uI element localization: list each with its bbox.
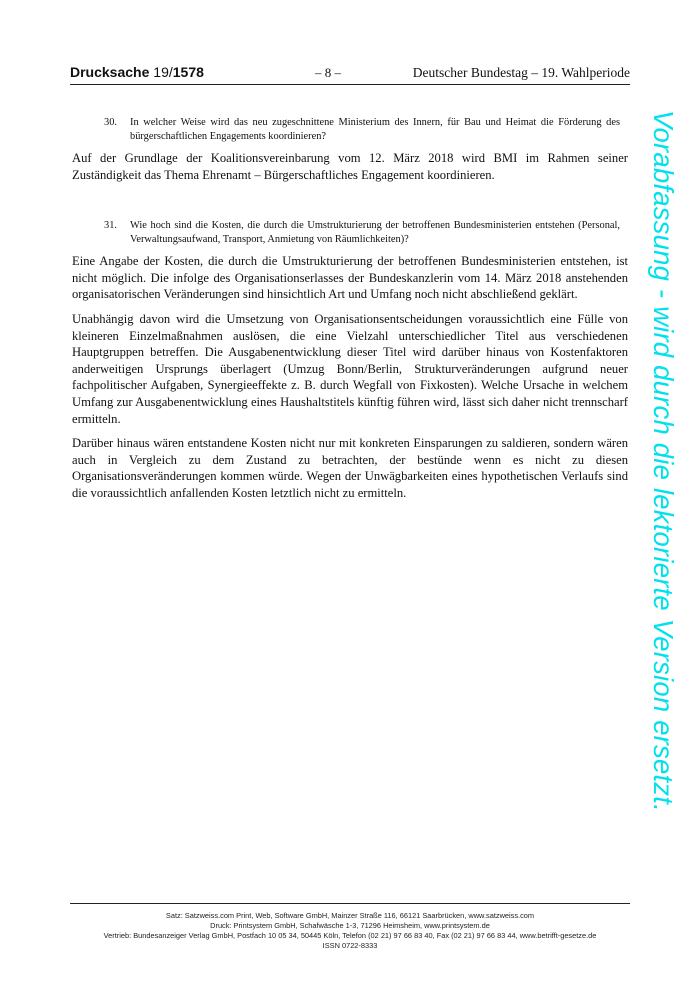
- footer-printing: Druck: Printsystem GmbH, Schafwäsche 1-3, 71296 Heimsheim, www.printsystem.de: [210, 921, 490, 930]
- page-header: [70, 64, 630, 85]
- draft-watermark: Vorabfassung - wird durch die lektorierte Version ersetzt.: [648, 110, 679, 812]
- footer-distribution: Vertrieb: Bundesanzeiger Verlag GmbH, Postfach 10 05 34, 50445 Köln, Telefon (02 21) 97 66 83 40, Fax (02 21) 97 66 83 44, www.betrifft-gesetze.de: [103, 931, 597, 940]
- institution: Deutscher Bundestag – 19. Wahlperiode: [412, 65, 630, 80]
- doc-number: 1578: [172, 64, 204, 80]
- answer-paragraph: Unabhängig davon wird die Umsetzung von Organisationsentscheidungen voraussichtlich eine Fülle von kleineren Einzelmaßnahmen auslösen, die eine Vielzahl unterschiedlicher Titel aus verschiedenen Hauptgruppen betreffen. Die Ausgabenentwicklung dieser Titel wird darüber hinaus von Kostenfaktoren anderweitigen Ursprungs überlagert (Umzug Bonn/Berlin, Strukturveränderungen aufgrund neuer fachpolitischer Aufgaben, Synergieeffekte z. B. durch Wegfall von Fixkosten). Welche Ursache in welchem Umfang zur Ausgabenentwicklung eines Haushaltstitels künftig führen wird, lässt sich daher nicht trennscharf ermitteln.: [72, 311, 628, 426]
- question-text: In welcher Weise wird das neu zugeschnittene Ministerium des Innern, für Bau und Heimat die Förderung des bürgerschaftlichen Engagements koordinieren?: [130, 117, 620, 142]
- document-id: [70, 64, 204, 80]
- page-footer: [60, 911, 640, 951]
- question-31: [72, 219, 628, 247]
- doc-label: Drucksache: [70, 64, 150, 80]
- question-number: 30.: [104, 117, 117, 128]
- answer-paragraph: Eine Angabe der Kosten, die durch die Umstrukturierung der betroffenen Bundesministerien entstehen, ist nicht möglich. Die infolge des Organisationserlasses der Bundeskanzlerin vom 14. März 2018 anstehenden organisatorischen Veränderungen sind hinsichtlich Art und Umfang noch nicht abschließend geklärt.: [72, 254, 628, 302]
- doc-number-prefix: 19/: [153, 64, 173, 80]
- question-30: [72, 116, 628, 144]
- question-number: 31.: [104, 220, 117, 232]
- question-text: Wie hoch sind die Kosten, die durch die Umstrukturierung der betroffenen Bundesministerien entstehen (Personal, Verwaltungsaufwand, Transport, Anmietung von Räumlichkeiten)?: [130, 220, 620, 246]
- page-number: – 8 –: [315, 65, 341, 80]
- footer-divider: [70, 903, 630, 904]
- footer-issn: ISSN 0722-8333: [322, 941, 378, 950]
- page-body: [72, 116, 628, 510]
- answer-paragraph: Auf der Grundlage der Koalitionsvereinbarung vom 12. März 2018 wird BMI im Rahmen seiner Zuständigkeit das Thema Ehrenamt – Bürgerschaftliches Engagement koordinieren.: [72, 151, 628, 182]
- answer-paragraph: Darüber hinaus wären entstandene Kosten nicht nur mit konkreten Einsparungen zu saldieren, sondern wären auch in Vergleich zu dem Zustand zu betrachten, der bestünde wenn es nicht zu diesen Organisationsveränderungen kommen würde. Wegen der Unwägbarkeiten eines hypothetischen Verlaufs sind die voraussichtlich anfallenden Kosten letztlich nicht zu ermitteln.: [72, 436, 628, 500]
- footer-typesetting: Satz: Satzweiss.com Print, Web, Software GmbH, Mainzer Straße 116, 66121 Saarbrücken, www.satzweiss.com: [165, 911, 535, 920]
